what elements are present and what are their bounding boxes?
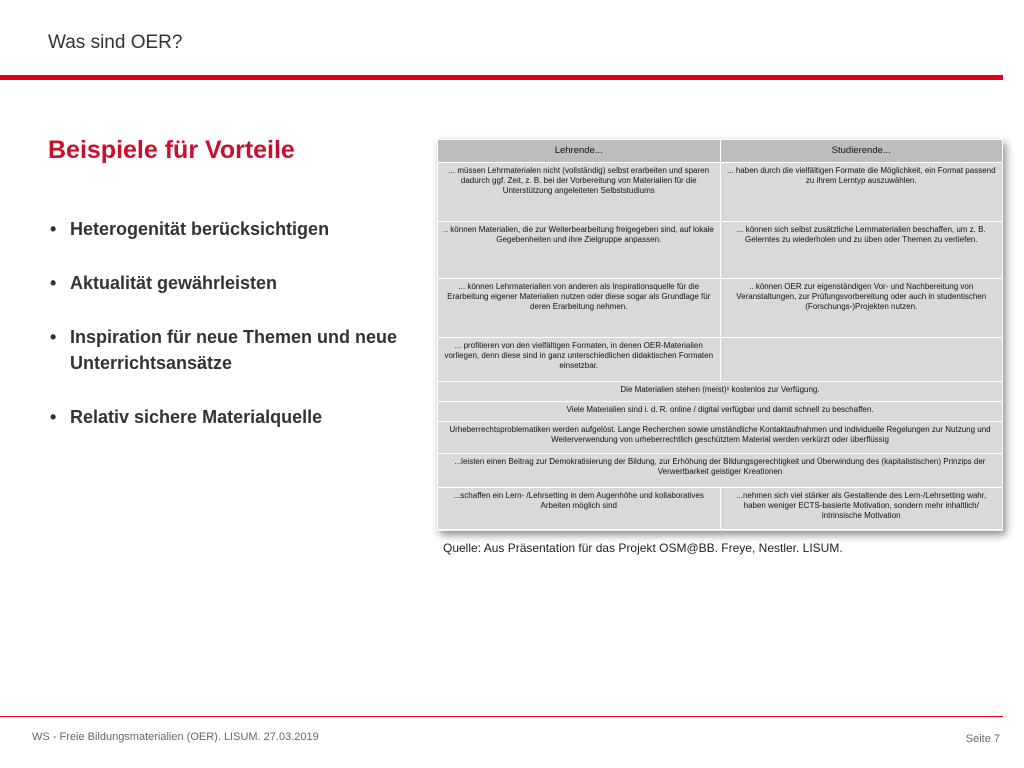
table-cell: .. können OER zur eigenständigen Vor- und Nachbereitung von Veranstaltungen, zur Prüfungsvorbereitung oder auch in studentischen (Forschungs-)Projekten nutzen.	[720, 279, 1003, 338]
table-cell: ... können Lehrmaterialien von anderen als Inspirationsquelle für die Erarbeitung eigener Materialien nutzen oder diese sogar als Grundlage für deren Erarbeitung nehmen.	[438, 279, 721, 338]
table-cell-shared: Viele Materialien sind i. d. R. online / digital verfügbar und damit schnell zu beschaffen.	[438, 402, 1003, 422]
table-row	[438, 279, 1003, 338]
slide-header-title: Was sind OER?	[48, 32, 183, 53]
table-row	[438, 402, 1003, 422]
table-cell: ... können sich selbst zusätzliche Lernmaterialien beschaffen, um z. B. Gelerntes zu wiederholen und zu üben oder Themen zu vertiefen.	[720, 222, 1003, 279]
table-cell-shared: ...leisten einen Beitrag zur Demokratisierung der Bildung, zur Erhöhung der Bildungsgerechtigkeit und Überwindung des (kapitalistischen) Prinzips der Verwertbarkeit geistiger Kreationen	[438, 454, 1003, 488]
list-item	[48, 324, 438, 376]
table-row	[438, 422, 1003, 454]
bullet-text: Relativ sichere Materialquelle	[70, 407, 323, 427]
bullet-list	[48, 216, 438, 458]
column-header-studierende: Studierende...	[720, 140, 1003, 163]
list-item	[48, 270, 438, 296]
table-cell: ... müssen Lehrmaterialen nicht (vollständig) selbst erarbeiten und sparen dadurch ggf. Zeit, z. B. bei der Vorbereitung von Materialien für die Unterstützung angeleiteten Selbststudiums	[438, 163, 721, 222]
table-row	[438, 382, 1003, 402]
advantages-table-image	[437, 139, 1003, 531]
table-cell: .. können Materialien, die zur Weiterbearbeitung freigegeben sind, auf lokale Gegebenheiten und ihre Zielgruppe anpassen.	[438, 222, 721, 279]
table-cell: ... profitieren von den vielfältigen Formaten, in denen OER-Materialien vorliegen, denn diese sind in ganz unterschiedlichen didaktischen Formaten einsetzbar.	[438, 338, 721, 382]
list-item	[48, 404, 438, 430]
bottom-divider	[0, 716, 1003, 717]
table-row	[438, 454, 1003, 488]
source-note: Quelle: Aus Präsentation für das Projekt OSM@BB. Freye, Nestler. LISUM.	[443, 541, 843, 555]
advantages-table	[437, 139, 1003, 530]
top-divider	[0, 75, 1003, 80]
table-cell-shared: Urheberrechtsproblematiken werden aufgelöst. Lange Recherchen sowie umständliche Kontaktaufnahmen und individuelle Regelungen zur Nutzung und Weiterverwendung von urheberrechtlich geschütztem Material werden verkürzt oder überflüssig	[438, 422, 1003, 454]
page-title: Beispiele für Vorteile	[48, 136, 295, 164]
table-row	[438, 163, 1003, 222]
table-row	[438, 338, 1003, 382]
table-cell	[720, 338, 1003, 382]
bullet-icon: •	[50, 407, 57, 427]
bullet-icon: •	[50, 273, 57, 293]
table-cell-shared: Die Materialien stehen (meist)¹ kostenlos zur Verfügung.	[438, 382, 1003, 402]
footer-text: WS - Freie Bildungsmaterialien (OER). LISUM. 27.03.2019	[32, 731, 319, 743]
list-item	[48, 216, 438, 242]
bullet-icon: •	[50, 219, 57, 239]
column-header-lehrende: Lehrende...	[438, 140, 721, 163]
page-number: Seite 7	[965, 733, 1000, 745]
table-cell: ...schaffen ein Lern- /Lehrsetting in dem Augenhöhe und kollaboratives Arbeiten möglich sind	[438, 488, 721, 530]
table-cell: ... haben durch die vielfältigen Formate die Möglichkeit, ein Format passend zu ihrem Lerntyp auszuwählen.	[720, 163, 1003, 222]
table-row	[438, 488, 1003, 530]
bullet-text: Heterogenität berücksichtigen	[70, 219, 330, 239]
table-row	[438, 222, 1003, 279]
bullet-text: Inspiration für neue Themen und neue Unterrichtsansätze	[70, 327, 398, 373]
bullet-icon: •	[50, 327, 57, 347]
table-cell: ...nehmen sich viel stärker als Gestaltende des Lern-/Lehrsetting wahr, haben weniger ECTS-basierte Motivation, sondern mehr inhaltlich/ intrinsische Motivation	[720, 488, 1003, 530]
table-header-row	[438, 140, 1003, 163]
bullet-text: Aktualität gewährleisten	[70, 273, 278, 293]
